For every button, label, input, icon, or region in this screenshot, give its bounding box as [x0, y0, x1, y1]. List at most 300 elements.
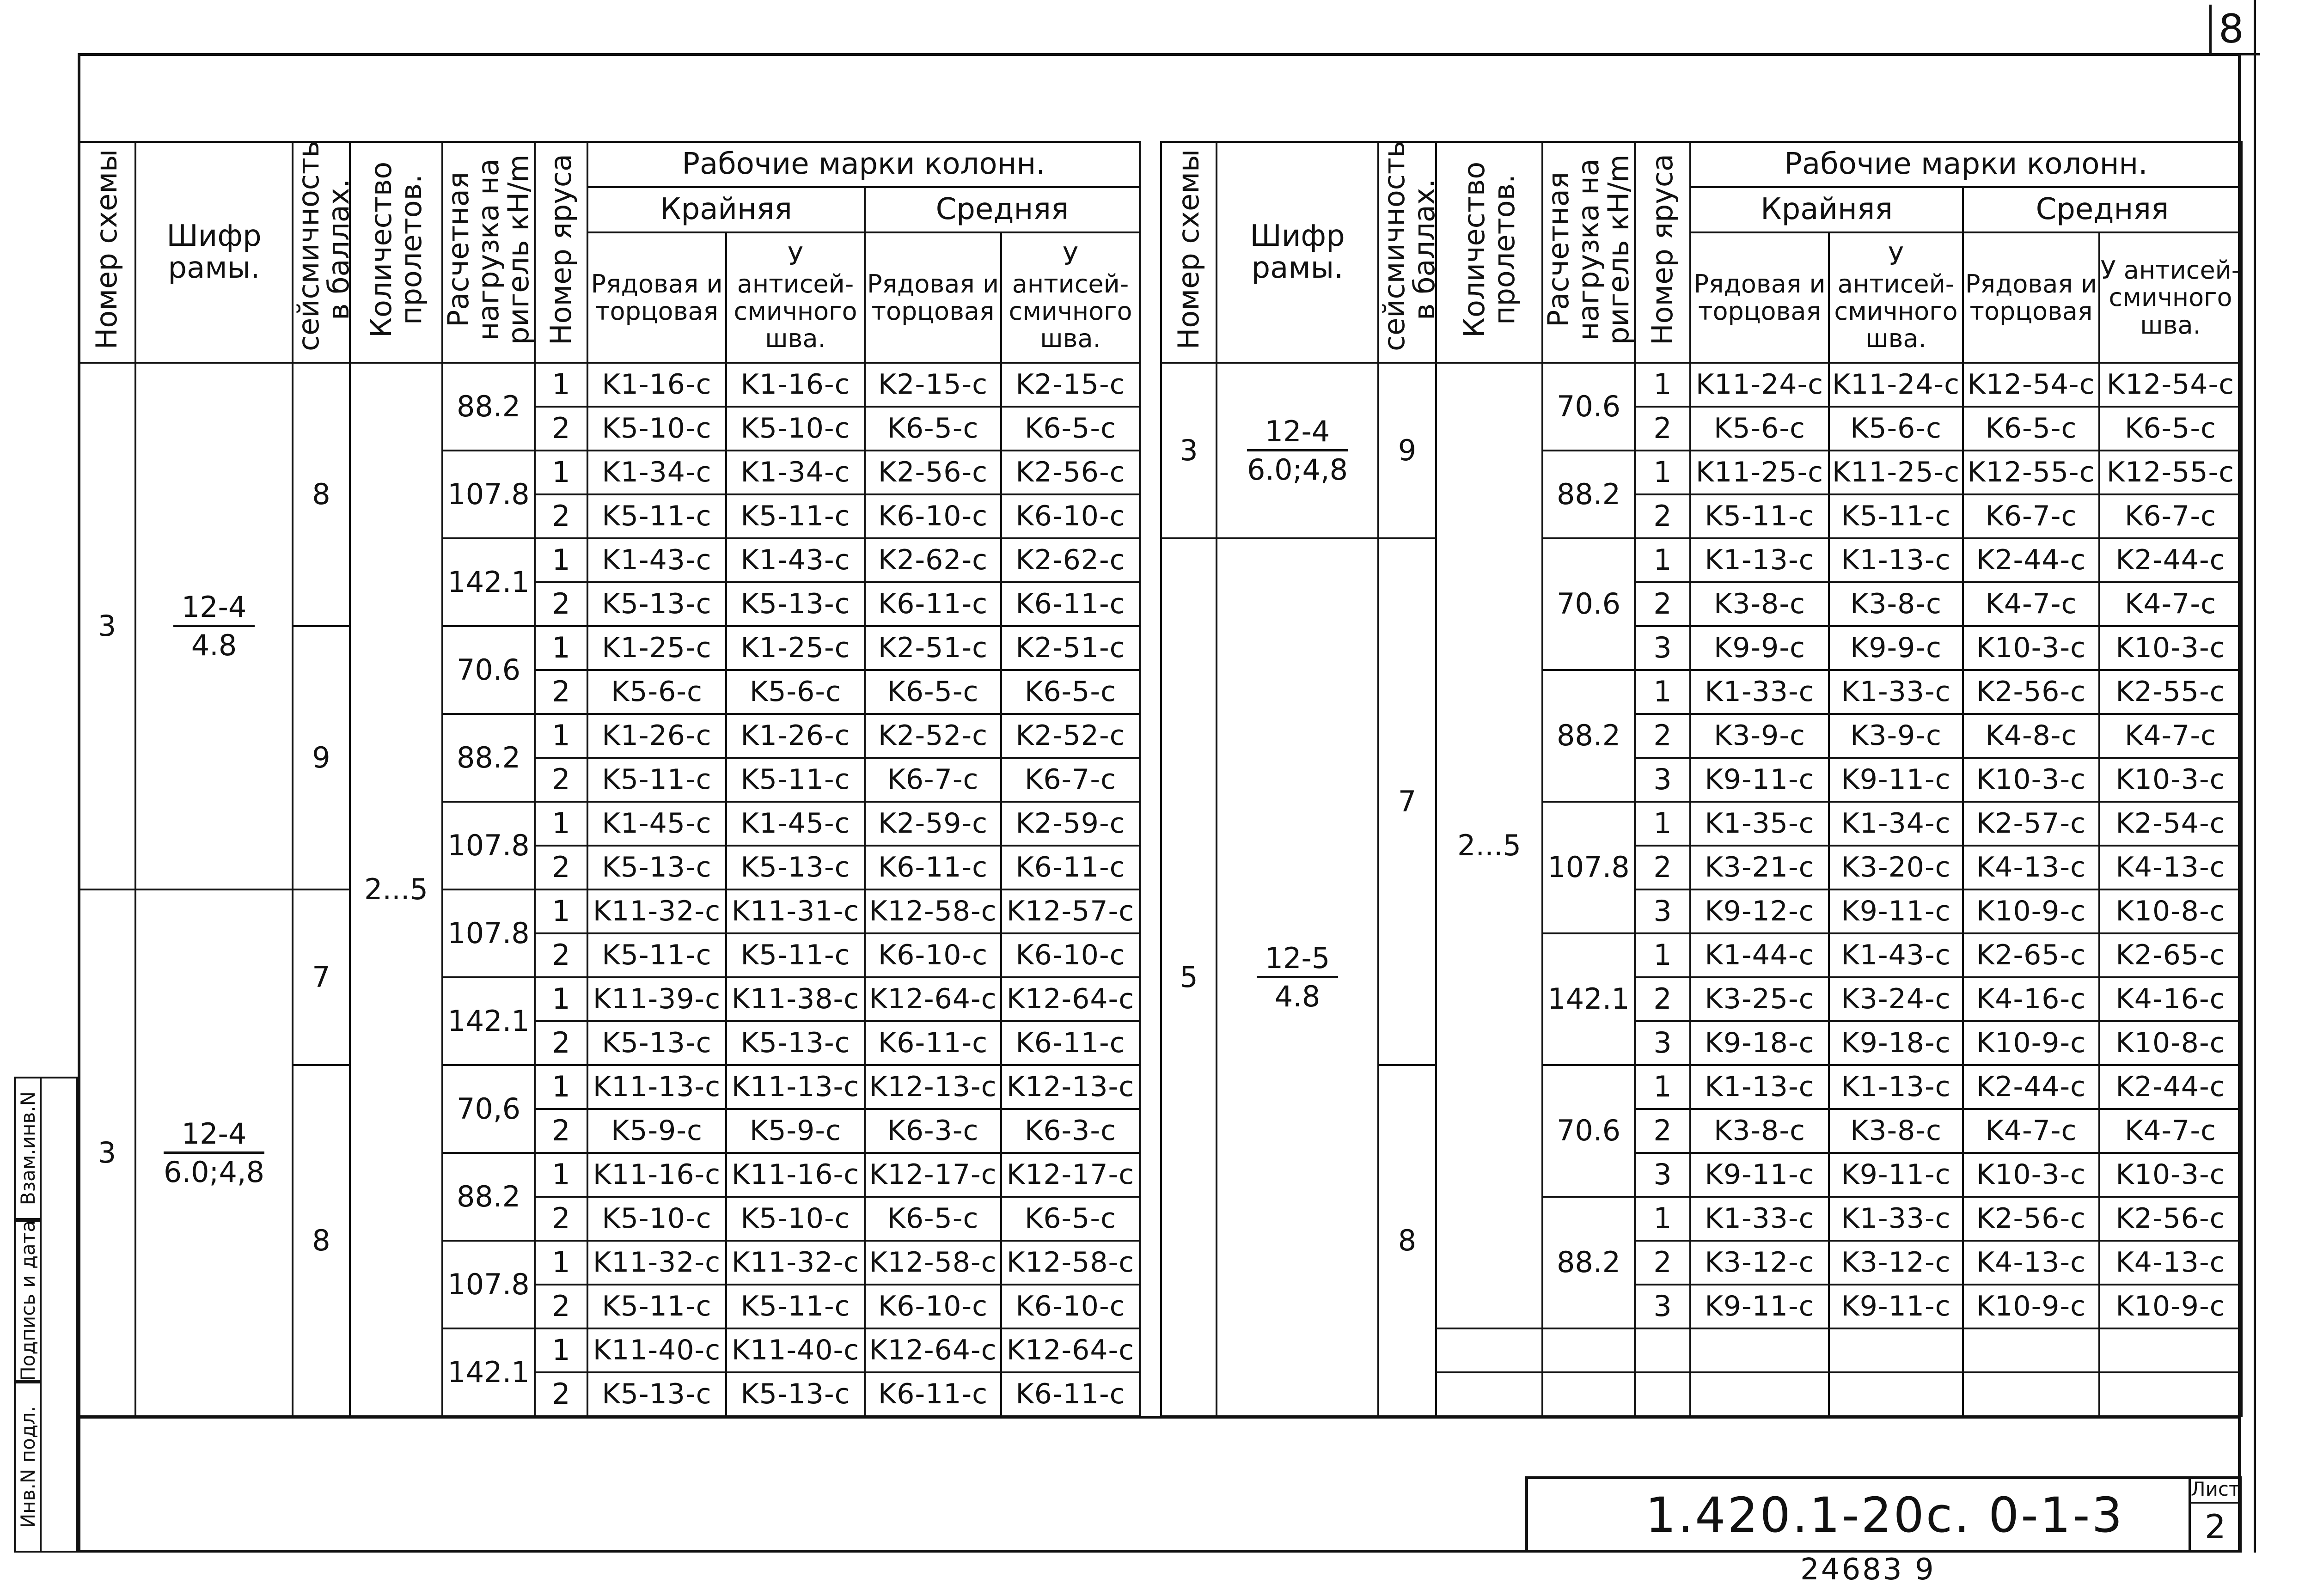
tier-cell: 3 [1635, 758, 1690, 802]
mark-cell: K12-58-c [865, 889, 1001, 933]
mark-cell: K3-20-c [1829, 846, 1963, 889]
seismicity-cell: 8 [293, 363, 350, 626]
right-column-table [1160, 141, 2243, 1417]
mark-cell: K6-11-c [865, 1372, 1001, 1416]
tier-cell: 1 [1635, 670, 1690, 714]
mark-cell: K4-13-c [1963, 1241, 2099, 1285]
tier-cell: 2 [535, 1197, 587, 1241]
mark-cell: K2-65-c [1963, 933, 2099, 977]
tier-cell: 2 [535, 670, 587, 714]
mark-cell: K6-5-c [865, 670, 1001, 714]
seismicity-cell: 8 [293, 1065, 350, 1416]
empty-cell [1690, 1372, 1829, 1416]
mark-cell: K2-56-c [1001, 451, 1140, 494]
mark-cell: K10-3-c [1963, 1153, 2099, 1197]
mark-cell: K2-56-c [1963, 1197, 2099, 1241]
mark-cell: K11-31-c [726, 889, 865, 933]
mark-cell: K1-43-c [726, 538, 865, 582]
tier-cell: 1 [535, 1328, 587, 1372]
left-column-table [78, 141, 1141, 1417]
mark-cell: K10-9-c [1963, 1021, 2099, 1065]
mark-cell: K6-10-c [1001, 494, 1140, 538]
mark-cell: K5-10-c [726, 407, 865, 451]
tier-cell: 1 [1635, 363, 1690, 407]
mark-cell: K5-10-c [726, 1197, 865, 1241]
tier-cell: 2 [1635, 494, 1690, 538]
mark-cell: K11-24-c [1829, 363, 1963, 407]
mark-cell: K5-11-c [587, 758, 726, 802]
tier-cell: 1 [535, 363, 587, 407]
mark-cell: K1-35-c [1690, 802, 1829, 846]
mark-cell: K12-17-c [865, 1153, 1001, 1197]
empty-cell [1542, 1328, 1635, 1372]
mark-cell: K1-13-c [1829, 538, 1963, 582]
side-strip-replace-inv: Взам.инв.N [14, 1077, 42, 1220]
mark-cell: K11-13-c [587, 1065, 726, 1109]
mark-cell: K6-10-c [865, 1285, 1001, 1328]
mark-cell: K1-13-c [1690, 1065, 1829, 1109]
mark-cell: K9-11-c [1690, 1285, 1829, 1328]
tier-cell: 2 [535, 1021, 587, 1065]
mark-cell: K6-10-c [865, 494, 1001, 538]
schema-no-cell: 3 [79, 363, 135, 889]
mark-cell: K12-13-c [865, 1065, 1001, 1109]
mark-cell: K1-33-c [1690, 670, 1829, 714]
hdr-middle-ordinary: Рядовая и торцовая [1963, 232, 2099, 363]
mark-cell: K3-8-c [1829, 1109, 1963, 1153]
mark-cell: K5-13-c [587, 1372, 726, 1416]
mark-cell: K5-13-c [587, 582, 726, 626]
load-cell: 142.1 [442, 977, 535, 1065]
mark-cell: K9-12-c [1690, 889, 1829, 933]
hdr-edge: Крайняя [587, 187, 865, 232]
mark-cell: K5-13-c [726, 582, 865, 626]
hdr-spans-count: Количество пролетов. [350, 142, 442, 363]
mark-cell: K5-13-c [726, 846, 865, 889]
mark-cell: K12-55-c [1963, 451, 2099, 494]
mark-cell: K11-40-c [726, 1328, 865, 1372]
side-strip-inv-no: Инв.N подл. [14, 1382, 42, 1553]
load-cell: 107.8 [1542, 802, 1635, 933]
tier-cell: 3 [1635, 889, 1690, 933]
mark-cell: K9-11-c [1690, 1153, 1829, 1197]
frame-code-cell: $\frac{12-4}{6.0;4,8}$ [135, 889, 293, 1416]
mark-cell: K12-64-c [865, 977, 1001, 1021]
empty-cell [1635, 1372, 1690, 1416]
mark-cell: K5-11-c [726, 933, 865, 977]
load-cell: 107.8 [442, 451, 535, 538]
load-cell: 142.1 [442, 1328, 535, 1416]
hdr-frame-code: Шифр рамы. [1217, 142, 1378, 363]
mark-cell: K6-11-c [1001, 1372, 1140, 1416]
mark-cell: K11-32-c [726, 1241, 865, 1285]
empty-cell [1829, 1372, 1963, 1416]
mark-cell: K3-24-c [1829, 977, 1963, 1021]
empty-cell [1690, 1328, 1829, 1372]
mark-cell: K4-16-c [2099, 977, 2242, 1021]
mark-cell: K2-55-c [2099, 670, 2242, 714]
mark-cell: K12-54-c [2099, 363, 2242, 407]
hdr-seismicity: сейсмичность в баллах. [1378, 142, 1436, 363]
mark-cell: K12-17-c [1001, 1153, 1140, 1197]
mark-cell: K2-15-c [1001, 363, 1140, 407]
mark-cell: K1-33-c [1829, 670, 1963, 714]
mark-cell: K12-58-c [1001, 1241, 1140, 1285]
mark-cell: K1-26-c [587, 714, 726, 758]
mark-cell: K1-16-c [726, 363, 865, 407]
mark-cell: K9-11-c [1829, 1285, 1963, 1328]
mark-cell: K1-34-c [1829, 802, 1963, 846]
mark-cell: K2-51-c [1001, 626, 1140, 670]
mark-cell: K6-10-c [1001, 1285, 1140, 1328]
mark-cell: K9-9-c [1829, 626, 1963, 670]
empty-cell [1829, 1328, 1963, 1372]
mark-cell: K5-10-c [587, 1197, 726, 1241]
mark-cell: K3-25-c [1690, 977, 1829, 1021]
mark-cell: K2-52-c [1001, 714, 1140, 758]
mark-cell: K6-10-c [1001, 933, 1140, 977]
mark-cell: K5-11-c [587, 933, 726, 977]
empty-cell [1963, 1328, 2099, 1372]
mark-cell: K1-45-c [587, 802, 726, 846]
mark-cell: K1-34-c [726, 451, 865, 494]
mark-cell: K1-45-c [726, 802, 865, 846]
frame-right-edge [2254, 0, 2256, 1553]
mark-cell: K10-8-c [2099, 889, 2242, 933]
hdr-edge: Крайняя [1690, 187, 1963, 232]
mark-cell: K6-11-c [1001, 582, 1140, 626]
mark-cell: K12-58-c [865, 1241, 1001, 1285]
mark-cell: K2-56-c [1963, 670, 2099, 714]
mark-cell: K12-64-c [1001, 977, 1140, 1021]
spans-count-cell: 2...5 [350, 363, 442, 1416]
mark-cell: K3-21-c [1690, 846, 1829, 889]
mark-cell: K2-56-c [2099, 1197, 2242, 1241]
load-cell: 142.1 [442, 538, 535, 626]
document-code: 1.420.1-20c. 0-1-3 [1645, 1487, 2124, 1543]
mark-cell: K3-12-c [1690, 1241, 1829, 1285]
spans-count-cell: 2...5 [1436, 363, 1542, 1328]
seismicity-cell: 9 [293, 626, 350, 889]
tier-cell: 3 [1635, 626, 1690, 670]
mark-cell: K5-11-c [1829, 494, 1963, 538]
mark-cell: K11-39-c [587, 977, 726, 1021]
mark-cell: K11-38-c [726, 977, 865, 1021]
mark-cell: K4-7-c [1963, 1109, 2099, 1153]
load-cell: 70.6 [1542, 1065, 1635, 1197]
hdr-design-load: Расчетная нагрузка на ригель кН/m [442, 142, 535, 363]
mark-cell: K5-9-c [587, 1109, 726, 1153]
mark-cell: K2-65-c [2099, 933, 2242, 977]
frame-code-cell: $\frac{12-4}{6.0;4,8}$ [1217, 363, 1378, 538]
seismicity-cell: 9 [1378, 363, 1436, 538]
mark-cell: K11-32-c [587, 889, 726, 933]
seismicity-cell: 7 [293, 889, 350, 1065]
sheet-number: 2 [2205, 1507, 2226, 1546]
mark-cell: K6-11-c [1001, 1021, 1140, 1065]
mark-cell: K1-25-c [587, 626, 726, 670]
mark-cell: K5-6-c [1829, 407, 1963, 451]
tier-cell: 2 [535, 1285, 587, 1328]
tier-cell: 3 [1635, 1153, 1690, 1197]
mark-cell: K1-43-c [587, 538, 726, 582]
mark-cell: K6-5-c [2099, 407, 2242, 451]
mark-cell: K1-34-c [587, 451, 726, 494]
mark-cell: K2-54-c [2099, 802, 2242, 846]
load-cell: 88.2 [442, 1153, 535, 1241]
mark-cell: K6-11-c [1001, 846, 1140, 889]
mark-cell: K11-40-c [587, 1328, 726, 1372]
mark-cell: K1-26-c [726, 714, 865, 758]
mark-cell: K6-11-c [865, 582, 1001, 626]
mark-cell: K2-44-c [1963, 538, 2099, 582]
tier-cell: 1 [535, 977, 587, 1021]
tier-cell: 2 [535, 407, 587, 451]
hdr-middle: Средняя [1963, 187, 2242, 232]
sheet-divider [2189, 1502, 2242, 1504]
tier-cell: 1 [1635, 451, 1690, 494]
load-cell: 70.6 [1542, 363, 1635, 451]
tier-cell: 2 [1635, 714, 1690, 758]
load-cell: 70,6 [442, 1065, 535, 1153]
sheet-label: Лист [2191, 1478, 2240, 1500]
tier-cell: 2 [535, 846, 587, 889]
mark-cell: K6-5-c [1963, 407, 2099, 451]
tier-cell: 2 [535, 1109, 587, 1153]
mark-cell: K1-13-c [1690, 538, 1829, 582]
mark-cell: K4-16-c [1963, 977, 2099, 1021]
mark-cell: K1-33-c [1829, 1197, 1963, 1241]
hdr-middle-antiseismic: У антисей-смичного шва. [2099, 232, 2242, 363]
mark-cell: K6-10-c [865, 933, 1001, 977]
mark-cell: K2-56-c [865, 451, 1001, 494]
mark-cell: K11-32-c [587, 1241, 726, 1285]
mark-cell: K12-13-c [1001, 1065, 1140, 1109]
tier-cell: 1 [1635, 933, 1690, 977]
mark-cell: K2-62-c [1001, 538, 1140, 582]
hdr-edge-antiseismic: У антисей-смичного шва. [1829, 232, 1963, 363]
tier-cell: 2 [1635, 582, 1690, 626]
mark-cell: K5-13-c [726, 1372, 865, 1416]
hdr-frame-code: Шифр рамы. [135, 142, 293, 363]
corner-bracket [2209, 5, 2260, 55]
empty-cell [1436, 1328, 1542, 1372]
empty-cell [2099, 1328, 2242, 1372]
tier-cell: 1 [535, 451, 587, 494]
tier-cell: 1 [535, 1153, 587, 1197]
mark-cell: K6-3-c [1001, 1109, 1140, 1153]
mark-cell: K4-13-c [1963, 846, 2099, 889]
mark-cell: K11-13-c [726, 1065, 865, 1109]
mark-cell: K12-55-c [2099, 451, 2242, 494]
tier-cell: 1 [535, 626, 587, 670]
frame-code-cell: $\frac{12-4}{4.8}$ [135, 363, 293, 889]
hdr-schema-no: Номер схемы [79, 142, 135, 363]
tier-cell: 1 [535, 1065, 587, 1109]
mark-cell: K2-57-c [1963, 802, 2099, 846]
tier-cell: 2 [1635, 977, 1690, 1021]
mark-cell: K9-11-c [1690, 758, 1829, 802]
empty-cell [2099, 1372, 2242, 1416]
mark-cell: K11-24-c [1690, 363, 1829, 407]
tier-cell: 1 [535, 1241, 587, 1285]
mark-cell: K5-13-c [726, 1021, 865, 1065]
mark-cell: K10-3-c [2099, 758, 2242, 802]
mark-cell: K5-13-c [587, 846, 726, 889]
mark-cell: K1-25-c [726, 626, 865, 670]
mark-cell: K10-9-c [2099, 1285, 2242, 1328]
mark-cell: K5-11-c [726, 494, 865, 538]
mark-cell: K10-9-c [1963, 1285, 2099, 1328]
mark-cell: K6-11-c [865, 1021, 1001, 1065]
mark-cell: K9-18-c [1829, 1021, 1963, 1065]
mark-cell: K5-11-c [1690, 494, 1829, 538]
load-cell: 88.2 [1542, 670, 1635, 802]
seismicity-cell: 7 [1378, 538, 1436, 1065]
mark-cell: K3-8-c [1690, 1109, 1829, 1153]
mark-cell: K11-16-c [587, 1153, 726, 1197]
mark-cell: K10-3-c [2099, 626, 2242, 670]
mark-cell: K11-16-c [726, 1153, 865, 1197]
tier-cell: 1 [535, 889, 587, 933]
mark-cell: K10-9-c [1963, 889, 2099, 933]
mark-cell: K5-9-c [726, 1109, 865, 1153]
tier-cell: 2 [535, 582, 587, 626]
empty-cell [1436, 1372, 1542, 1416]
mark-cell: K3-8-c [1690, 582, 1829, 626]
mark-cell: K3-9-c [1829, 714, 1963, 758]
load-cell: 107.8 [442, 802, 535, 889]
mark-cell: K1-13-c [1829, 1065, 1963, 1109]
mark-cell: K2-15-c [865, 363, 1001, 407]
mark-cell: K6-5-c [865, 407, 1001, 451]
mark-cell: K11-25-c [1829, 451, 1963, 494]
tier-cell: 2 [1635, 407, 1690, 451]
load-cell: 107.8 [442, 1241, 535, 1328]
hdr-schema-no: Номер схемы [1161, 142, 1217, 363]
hdr-design-load: Расчетная нагрузка на ригель кН/m [1542, 142, 1635, 363]
mark-cell: K3-8-c [1829, 582, 1963, 626]
hdr-middle-antiseismic: У антисей-смичного шва. [1001, 232, 1140, 363]
mark-cell: K2-44-c [2099, 1065, 2242, 1109]
load-cell: 107.8 [442, 889, 535, 977]
load-cell: 88.2 [442, 363, 535, 451]
tier-cell: 1 [535, 538, 587, 582]
hdr-spans-count: Количество пролетов. [1436, 142, 1542, 363]
mark-cell: K2-59-c [1001, 802, 1140, 846]
schema-no-cell: 3 [1161, 363, 1217, 538]
tier-cell: 1 [1635, 1197, 1690, 1241]
schema-no-cell: 3 [79, 889, 135, 1416]
schema-no-cell: 5 [1161, 538, 1217, 1416]
mark-cell: K2-44-c [1963, 1065, 2099, 1109]
mark-cell: K5-6-c [726, 670, 865, 714]
archive-number: 24683 9 [1800, 1553, 1936, 1587]
mark-cell: K1-43-c [1829, 933, 1963, 977]
empty-cell [1963, 1372, 2099, 1416]
mark-cell: K6-11-c [865, 846, 1001, 889]
mark-cell: K10-3-c [1963, 758, 2099, 802]
tier-cell: 2 [1635, 1241, 1690, 1285]
tier-cell: 2 [535, 758, 587, 802]
mark-cell: K10-8-c [2099, 1021, 2242, 1065]
mark-cell: K5-11-c [587, 494, 726, 538]
load-cell: 70.6 [1542, 538, 1635, 670]
hdr-seismicity: сейсмичность в баллах. [293, 142, 350, 363]
mark-cell: K4-13-c [2099, 1241, 2242, 1285]
mark-cell: K9-9-c [1690, 626, 1829, 670]
mark-cell: K6-7-c [2099, 494, 2242, 538]
mark-cell: K12-64-c [865, 1328, 1001, 1372]
mark-cell: K9-11-c [1829, 889, 1963, 933]
empty-cell [1635, 1328, 1690, 1372]
hdr-working-marks: Рабочие марки колонн. [1690, 142, 2242, 187]
tier-cell: 1 [1635, 1065, 1690, 1109]
mark-cell: K6-5-c [1001, 1197, 1140, 1241]
hdr-working-marks: Рабочие марки колонн. [587, 142, 1140, 187]
mark-cell: K4-8-c [1963, 714, 2099, 758]
mark-cell: K2-52-c [865, 714, 1001, 758]
hdr-edge-ordinary: Рядовая и торцовая [1690, 232, 1829, 363]
hdr-tier-no: Номер яруса [535, 142, 587, 363]
mark-cell: K5-11-c [726, 758, 865, 802]
mark-cell: K10-3-c [1963, 626, 2099, 670]
mark-cell: K6-3-c [865, 1109, 1001, 1153]
mark-cell: K5-10-c [587, 407, 726, 451]
mark-cell: K5-6-c [1690, 407, 1829, 451]
mark-cell: K6-5-c [1001, 670, 1140, 714]
tier-cell: 2 [535, 494, 587, 538]
tier-cell: 2 [535, 1372, 587, 1416]
mark-cell: K9-18-c [1690, 1021, 1829, 1065]
mark-cell: K2-51-c [865, 626, 1001, 670]
tier-cell: 1 [1635, 538, 1690, 582]
mark-cell: K4-7-c [2099, 582, 2242, 626]
mark-cell: K6-5-c [865, 1197, 1001, 1241]
mark-cell: K2-44-c [2099, 538, 2242, 582]
mark-cell: K5-11-c [726, 1285, 865, 1328]
mark-cell: K1-44-c [1690, 933, 1829, 977]
mark-cell: K5-13-c [587, 1021, 726, 1065]
load-cell: 88.2 [442, 714, 535, 802]
load-cell: 142.1 [1542, 933, 1635, 1065]
mark-cell: K4-7-c [2099, 1109, 2242, 1153]
seismicity-cell: 8 [1378, 1065, 1436, 1416]
load-cell: 88.2 [1542, 1197, 1635, 1328]
mark-cell: K12-64-c [1001, 1328, 1140, 1372]
tier-cell: 2 [535, 933, 587, 977]
mark-cell: K4-7-c [1963, 582, 2099, 626]
tier-cell: 3 [1635, 1021, 1690, 1065]
tier-cell: 1 [535, 714, 587, 758]
hdr-middle: Средняя [865, 187, 1140, 232]
mark-cell: K1-33-c [1690, 1197, 1829, 1241]
mark-cell: K12-57-c [1001, 889, 1140, 933]
mark-cell: K2-62-c [865, 538, 1001, 582]
mark-cell: K6-5-c [1001, 407, 1140, 451]
mark-cell: K3-9-c [1690, 714, 1829, 758]
load-cell: 70.6 [442, 626, 535, 714]
tier-cell: 2 [1635, 846, 1690, 889]
mark-cell: K6-7-c [1001, 758, 1140, 802]
hdr-edge-antiseismic: У антисей-смичного шва. [726, 232, 865, 363]
mark-cell: K12-54-c [1963, 363, 2099, 407]
frame-code-cell: $\frac{12-5}{4.8}$ [1217, 538, 1378, 1416]
side-strip-edge [14, 1077, 78, 1553]
mark-cell: K5-11-c [587, 1285, 726, 1328]
tier-cell: 1 [535, 802, 587, 846]
mark-cell: K6-7-c [865, 758, 1001, 802]
